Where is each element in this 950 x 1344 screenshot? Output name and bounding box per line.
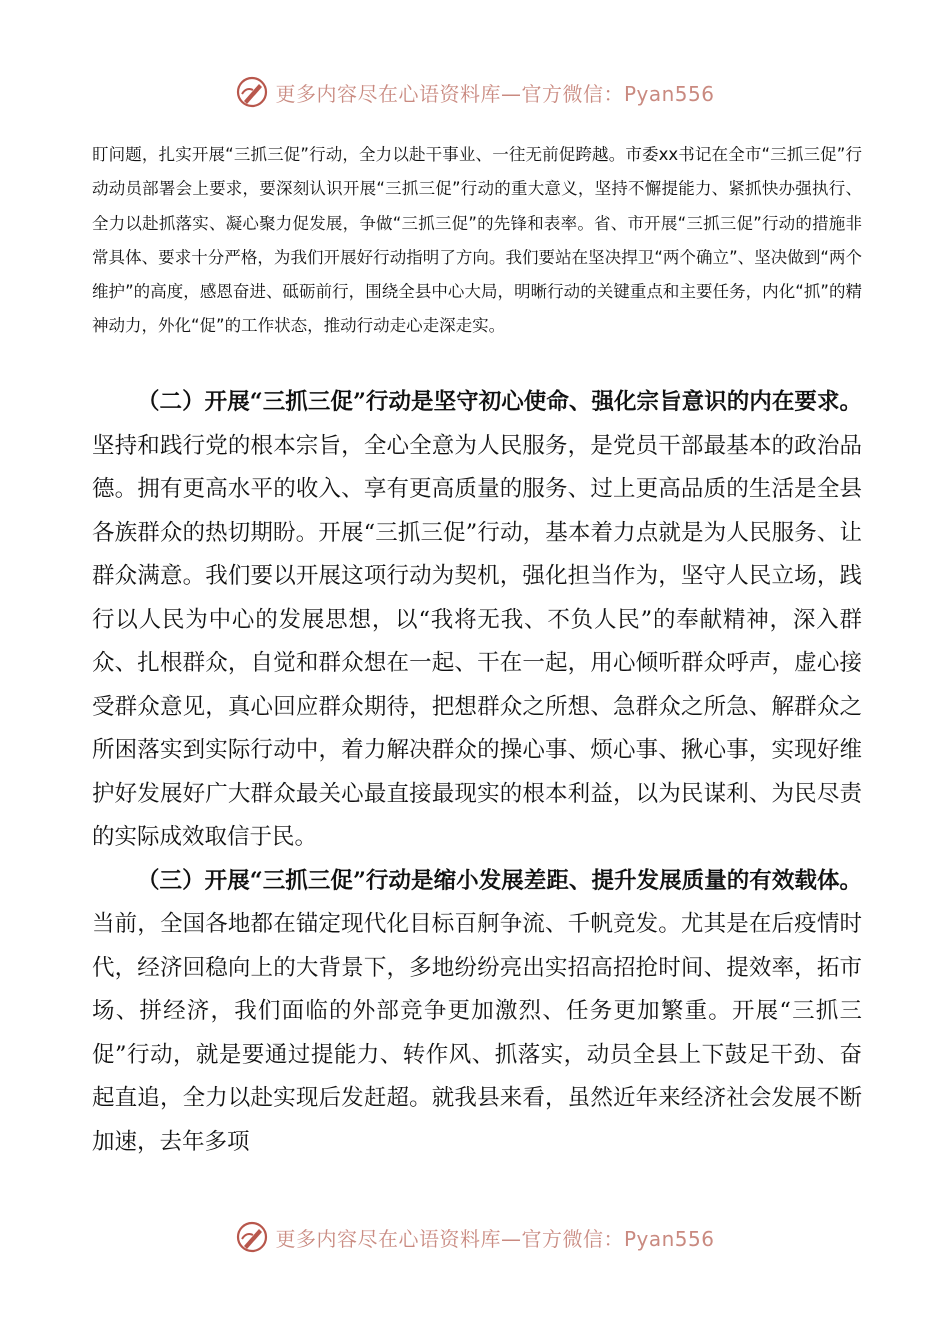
section-body-3: 当前，全国各地都在锚定现代化目标百舸争流、千帆竞发。尤其是在后疫情时代，经济回稳向上的大背景下，多地纷纷亮出实招高招抢时间、提效率，拓市场、拼经济，我们面临的外部竞争更加激烈、任务更加繁重。开展“三抓三促”行动，就是要通过提能力、转作风、抓落实，动员全县上下鼓足干劲、奋起直追，全力以赴实现后发赶超。就我县来看，虽然近年来经济社会发展不断加速，去年多项 <box>92 911 862 1155</box>
section-heading-2: （二）开展“三抓三促”行动是坚守初心使命、强化宗旨意识的内在要求。 <box>137 389 862 415</box>
banner-text: 更多内容尽在心语资料库—官方微信：Pyan556 <box>275 81 715 106</box>
section-paragraph-3 <box>92 860 862 1165</box>
pen-circle-logo-icon <box>235 1220 269 1254</box>
intro-paragraph-block <box>92 138 862 344</box>
section-body-2: 坚持和践行党的根本宗旨，全心全意为人民服务，是党员干部最基本的政治品德。拥有更高水平的收入、享有更高质量的服务、过上更高品质的生活是全县各族群众的热切期盼。开展“三抓三促”行动，基本着力点就是为人民服务、让群众满意。我们要以开展这项行动为契机，强化担当作为，坚守人民立场，践行以人民为中心的发展思想，以“我将无我、不负人民”的奉献精神，深入群众、扎根群众，自觉和群众想在一起、干在一起，用心倾听群众呼声，虚心接受群众意见，真心回应群众期待，把想群众之所想、急群众之所急、解群众之所困落实到实际行动中，着力解决群众的操心事、烦心事、揪心事，实现好维护好发展好广大群众最关心最直接最现实的根本利益，以为民谋利、为民尽责的实际成效取信于民。 <box>92 432 862 850</box>
header-banner <box>0 72 950 112</box>
banner-text: 更多内容尽在心语资料库—官方微信：Pyan556 <box>275 1226 715 1251</box>
document-body <box>92 381 862 1164</box>
intro-paragraph: 盯问题，扎实开展“三抓三促”行动，全力以赴干事业、一往无前促跨越。市委xx书记在全市“三抓三促”行动动员部署会上要求，要深刻认识开展“三抓三促”行动的重大意义，坚持不懈提能力、紧抓快办强执行、全力以赴抓落实、凝心聚力促发展，争做“三抓三促”的先锋和表率。省、市开展“三抓三促”行动的措施非常具体、要求十分严格，为我们开展好行动指明了方向。我们要站在坚决捍卫“两个确立”、坚决做到“两个维护”的高度，感恩奋进、砥砺前行，围绕全县中心大局，明晰行动的关键重点和主要任务，内化“抓”的精神动力，外化“促”的工作状态，推动行动走心走深走实。 <box>92 145 862 336</box>
pen-circle-logo-icon <box>235 75 269 109</box>
section-heading-3: （三）开展“三抓三促”行动是缩小发展差距、提升发展质量的有效载体。 <box>137 867 862 894</box>
footer-banner <box>0 1217 950 1257</box>
section-paragraph-2 <box>92 381 862 860</box>
